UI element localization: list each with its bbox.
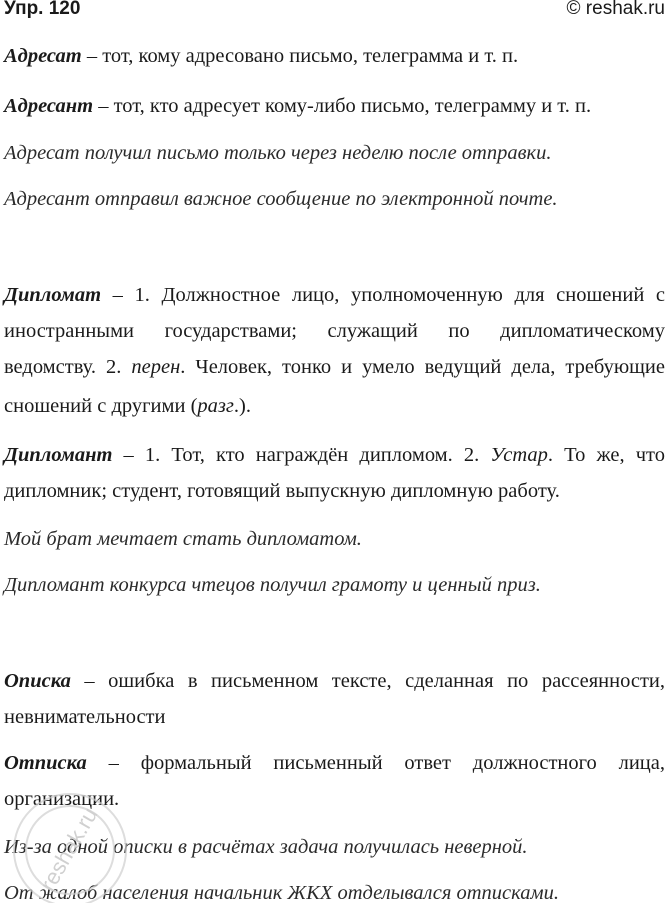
definition-text: .). bbox=[233, 395, 251, 417]
term-diplomant: Дипломант bbox=[4, 444, 113, 466]
entry-diplomat bbox=[4, 283, 665, 307]
term-diplomat: Дипломат bbox=[4, 284, 102, 306]
watermark-text: reshak.ru bbox=[34, 803, 103, 896]
term-adresant: Адресант bbox=[4, 95, 94, 117]
definition-text: – ошибка в письменном тексте, сделанная по рассеянности, bbox=[70, 670, 665, 692]
definition-line: невнимательности bbox=[4, 706, 166, 728]
definition-text: . Человек, тонко и умело ведущий дела, требующие bbox=[180, 356, 665, 378]
example-sentence: Из-за одной описки в расчётах задача получилась неверной. bbox=[4, 836, 528, 858]
definition-adresant: – тот, кто адресует кому-либо письмо, телеграмму и т. п. bbox=[93, 95, 592, 117]
example-sentence: Адресат получил письмо только через неделю после отправки. bbox=[4, 142, 552, 164]
definition-text: – формальный письменный ответ должностного лица, bbox=[86, 752, 665, 774]
definition-line: иностранными государствами; служащий по дипломатическому bbox=[4, 320, 665, 342]
definition-line bbox=[4, 355, 665, 379]
definition-line: – 1. Должностное лицо, уполномоченную для сношений с bbox=[101, 284, 665, 306]
term-otpiska: Отписка bbox=[4, 752, 87, 774]
entry-adresat bbox=[4, 44, 518, 68]
definition-text: – 1. Тот, кто награждён дипломом. 2. bbox=[112, 444, 491, 466]
term-adresat: Адресат bbox=[4, 45, 82, 67]
label-figurative: перен bbox=[131, 356, 181, 378]
term-opiska: Описка bbox=[4, 670, 71, 692]
definition-line: организации. bbox=[4, 788, 120, 810]
page-header bbox=[4, 0, 665, 24]
entry-opiska bbox=[4, 669, 665, 693]
example-sentence: Дипломант конкурса чтецов получил грамоту и ценный приз. bbox=[4, 574, 541, 596]
definition-text: сношений с другими ( bbox=[4, 395, 198, 417]
definition-text: ведомству. 2. bbox=[4, 356, 132, 378]
definition-line: дипломник; студент, готовящий выпускную дипломную работу. bbox=[4, 480, 560, 502]
entry-otpiska bbox=[4, 751, 665, 775]
example-sentence: Адресант отправил важное сообщение по электронной почте. bbox=[4, 188, 558, 210]
label-obsolete: Устар bbox=[490, 444, 548, 466]
exercise-number: Упр. 120 bbox=[4, 0, 81, 19]
entry-diplomant bbox=[4, 443, 665, 467]
definition-text: . То же, что bbox=[547, 444, 665, 466]
example-sentence: Мой брат мечтает стать дипломатом. bbox=[4, 528, 362, 550]
label-colloquial: разг bbox=[197, 395, 234, 417]
source-credit: © reshak.ru bbox=[566, 0, 665, 19]
definition-line bbox=[4, 394, 665, 418]
definition-adresat: – тот, кому адресовано письмо, телеграмма и т. п. bbox=[81, 45, 519, 67]
entry-adresant bbox=[4, 94, 591, 118]
example-sentence: От жалоб населения начальник ЖКХ отделывался отписками. bbox=[4, 882, 559, 904]
